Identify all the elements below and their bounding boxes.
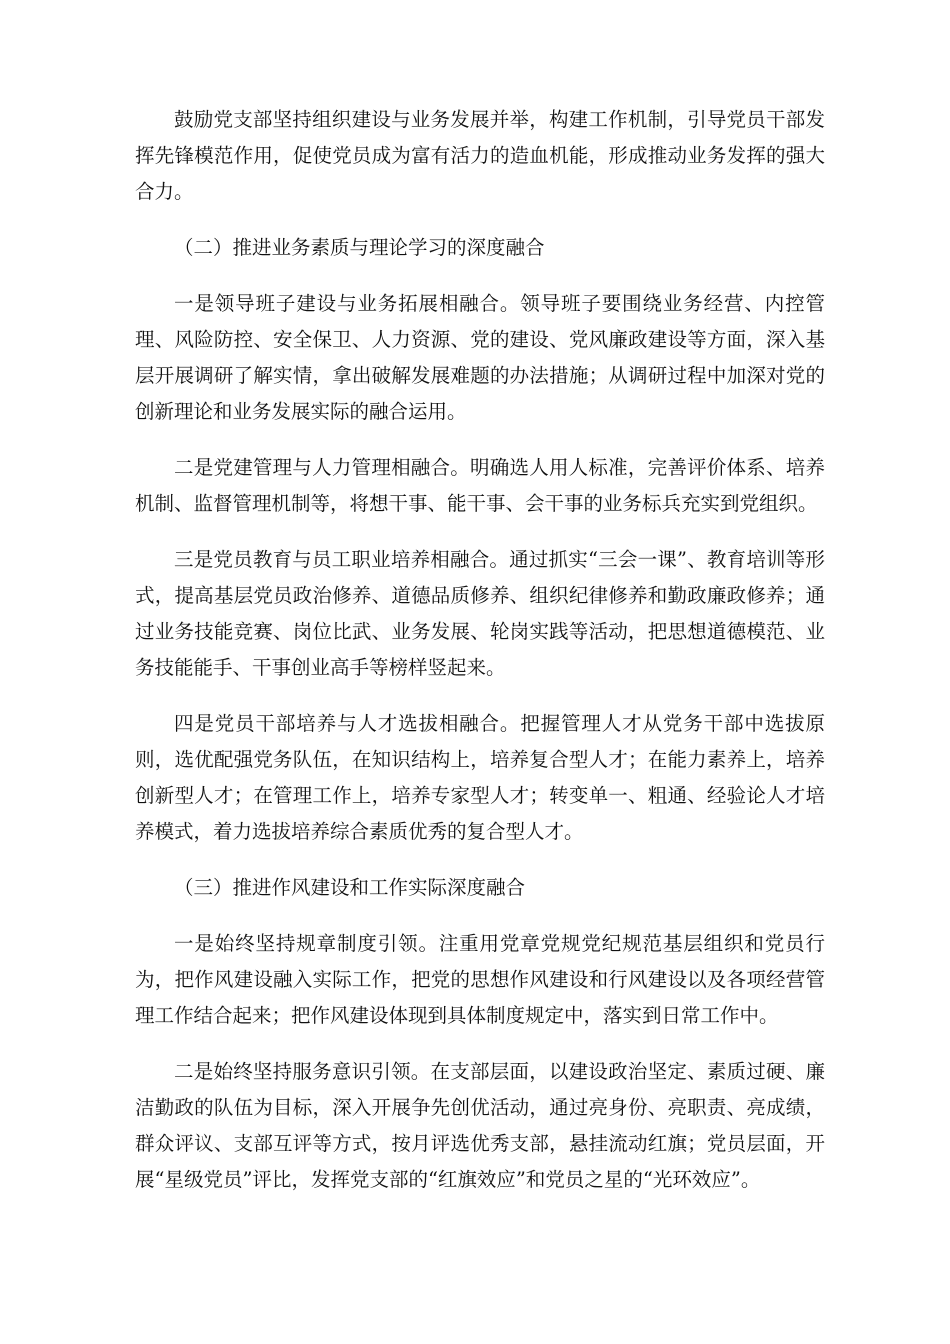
section-heading-3: （三）推进作风建设和工作实际深度融合	[174, 876, 526, 899]
paragraph-service: 二是始终坚持服务意识引领。在支部层面，以建设政治坚定、素质过硬、廉洁勤政的队伍为目标，深入开展争先创优活动，通过亮身份、亮职责、亮成绩，群众评议、支部互评等方式，按月评选优秀支部，悬挂流动红旗；党员层面，开展“星级党员”评比，发挥党支部的“红旗效应”和党员之星的“光环效应”。	[135, 1060, 825, 1191]
paragraph-intro: 鼓励党支部坚持组织建设与业务发展并举，构建工作机制，引导党员干部发挥先锋模范作用，促使党员成为富有活力的造血机能，形成推动业务发挥的强大合力。	[135, 108, 825, 203]
paragraph-rules: 一是始终坚持规章制度引领。注重用党章党规党纪规范基层组织和党员行为，把作风建设融入实际工作，把党的思想作风建设和行风建设以及各项经营管理工作结合起来；把作风建设体现到具体制度规定中，落实到日常工作中。	[135, 932, 825, 1027]
paragraph-hr: 二是党建管理与人力管理相融合。明确选人用人标准，完善评价体系、培养机制、监督管理机制等，将想干事、能干事、会干事的业务标兵充实到党组织。	[135, 456, 825, 515]
section-heading-2: （二）推进业务素质与理论学习的深度融合	[174, 236, 545, 259]
paragraph-education: 三是党员教育与员工职业培养相融合。通过抓实“三会一课”、教育培训等形式，提高基层党员政治修养、道德品质修养、组织纪律修养和勤政廉政修养；通过业务技能竞赛、岗位比武、业务发展、轮岗实践等活动，把思想道德模范、业务技能能手、干事创业高手等榜样竖起来。	[135, 548, 825, 679]
document-body	[135, 102, 825, 1218]
paragraph-talent: 四是党员干部培养与人才选拔相融合。把握管理人才从党务干部中选拔原则，选优配强党务队伍，在知识结构上，培养复合型人才；在能力素养上，培养创新型人才；在管理工作上，培养专家型人才；转变单一、粗通、经验论人才培养模式，着力选拔培养综合素质优秀的复合型人才。	[135, 712, 825, 843]
paragraph-leadership: 一是领导班子建设与业务拓展相融合。领导班子要围绕业务经营、内控管理、风险防控、安全保卫、人力资源、党的建设、党风廉政建设等方面，深入基层开展调研了解实情，拿出破解发展难题的办法措施；从调研过程中加深对党的创新理论和业务发展实际的融合运用。	[135, 292, 825, 423]
